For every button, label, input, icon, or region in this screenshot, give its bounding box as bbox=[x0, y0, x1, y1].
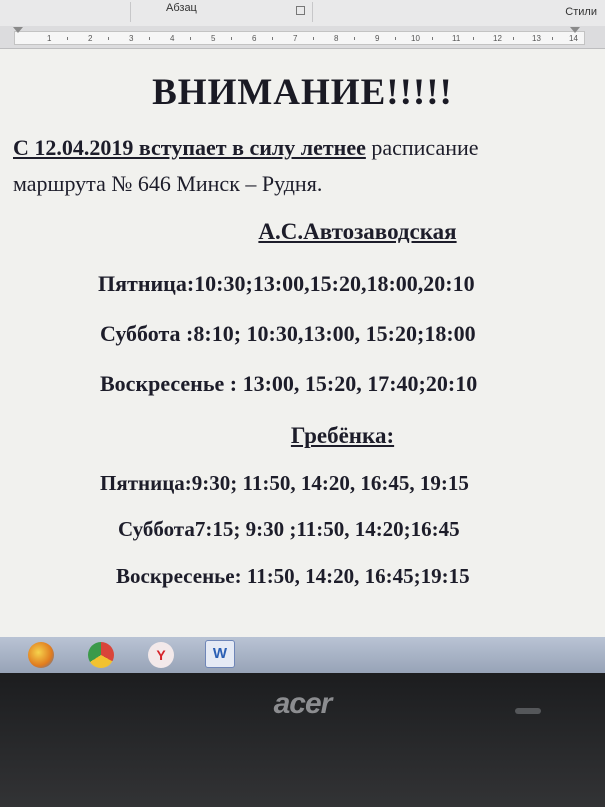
ruler-tick: 11 bbox=[452, 34, 461, 43]
ruler-tick: 6 bbox=[252, 34, 257, 43]
ribbon-separator bbox=[130, 2, 131, 22]
paragraph-dialog-launcher[interactable] bbox=[296, 6, 305, 15]
ribbon-separator bbox=[312, 2, 313, 22]
ruler-tick: 12 bbox=[493, 34, 502, 43]
ruler-half-tick bbox=[513, 37, 514, 40]
ruler-half-tick bbox=[149, 37, 150, 40]
ruler-half-tick bbox=[432, 37, 433, 40]
ruler-tick: 13 bbox=[532, 34, 541, 43]
ruler-tick: 10 bbox=[411, 34, 420, 43]
indent-marker[interactable] bbox=[13, 27, 23, 33]
ruler-half-tick bbox=[473, 37, 474, 40]
ruler-half-tick bbox=[313, 37, 314, 40]
schedule-saturday-stop1: Суббота :8:10; 10:30,13:00, 15:20;18:00 bbox=[100, 321, 476, 346]
chrome-icon[interactable] bbox=[88, 642, 114, 668]
ruler-half-tick bbox=[395, 37, 396, 40]
ruler-tick: 14 bbox=[569, 34, 578, 43]
intro-line-1 bbox=[13, 135, 479, 161]
schedule-friday-stop2: Пятница:9:30; 11:50, 14:20, 16:45, 19:15 bbox=[100, 471, 469, 495]
intro-date-phrase: С 12.04.2019 вступает в силу летнее bbox=[13, 135, 366, 160]
document-page[interactable] bbox=[0, 49, 605, 637]
status-led bbox=[515, 708, 541, 714]
stop-title-avtozavodskaya: А.С.Автозаводская bbox=[258, 219, 457, 244]
horizontal-ruler[interactable] bbox=[0, 26, 605, 49]
browser-icon[interactable] bbox=[28, 642, 54, 668]
yandex-icon[interactable]: Y bbox=[148, 642, 174, 668]
intro-line-2: маршрута № 646 Минск – Рудня. bbox=[13, 171, 323, 196]
paragraph-group-label: Абзац bbox=[166, 2, 197, 14]
ruler-tick: 9 bbox=[375, 34, 380, 43]
schedule-sunday-stop2: Воскресенье: 11:50, 14:20, 16:45;19:15 bbox=[116, 564, 470, 588]
word-ribbon bbox=[0, 0, 605, 27]
document-heading: ВНИМАНИЕ!!!!! bbox=[152, 72, 453, 113]
ruler-half-tick bbox=[231, 37, 232, 40]
ruler-tick: 5 bbox=[211, 34, 216, 43]
ruler-tick: 8 bbox=[334, 34, 339, 43]
acer-logo: acer bbox=[273, 687, 332, 720]
laptop-bezel bbox=[0, 673, 605, 807]
styles-group-label: Стили bbox=[565, 6, 597, 18]
schedule-saturday-stop2: Суббота7:15; 9:30 ;11:50, 14:20;16:45 bbox=[118, 517, 460, 541]
ruler-half-tick bbox=[108, 37, 109, 40]
ruler-tick: 7 bbox=[293, 34, 298, 43]
ruler-tick: 4 bbox=[170, 34, 175, 43]
right-indent-marker[interactable] bbox=[570, 27, 580, 33]
intro-line-1-rest: расписание bbox=[365, 135, 479, 160]
windows-taskbar bbox=[0, 637, 605, 673]
ruler-half-tick bbox=[272, 37, 273, 40]
ruler-half-tick bbox=[190, 37, 191, 40]
ruler-half-tick bbox=[67, 37, 68, 40]
ruler-tick: 3 bbox=[129, 34, 134, 43]
stop-title-grebenka: Гребёнка: bbox=[290, 423, 395, 448]
ruler-half-tick bbox=[354, 37, 355, 40]
schedule-sunday-stop1: Воскресенье : 13:00, 15:20, 17:40;20:10 bbox=[100, 371, 478, 396]
schedule-friday-stop1: Пятница:10:30;13:00,15:20,18:00,20:10 bbox=[98, 271, 475, 296]
word-icon[interactable]: W bbox=[205, 640, 235, 668]
ruler-half-tick bbox=[552, 37, 553, 40]
ruler-tick: 2 bbox=[88, 34, 93, 43]
ruler-tick: 1 bbox=[47, 34, 52, 43]
